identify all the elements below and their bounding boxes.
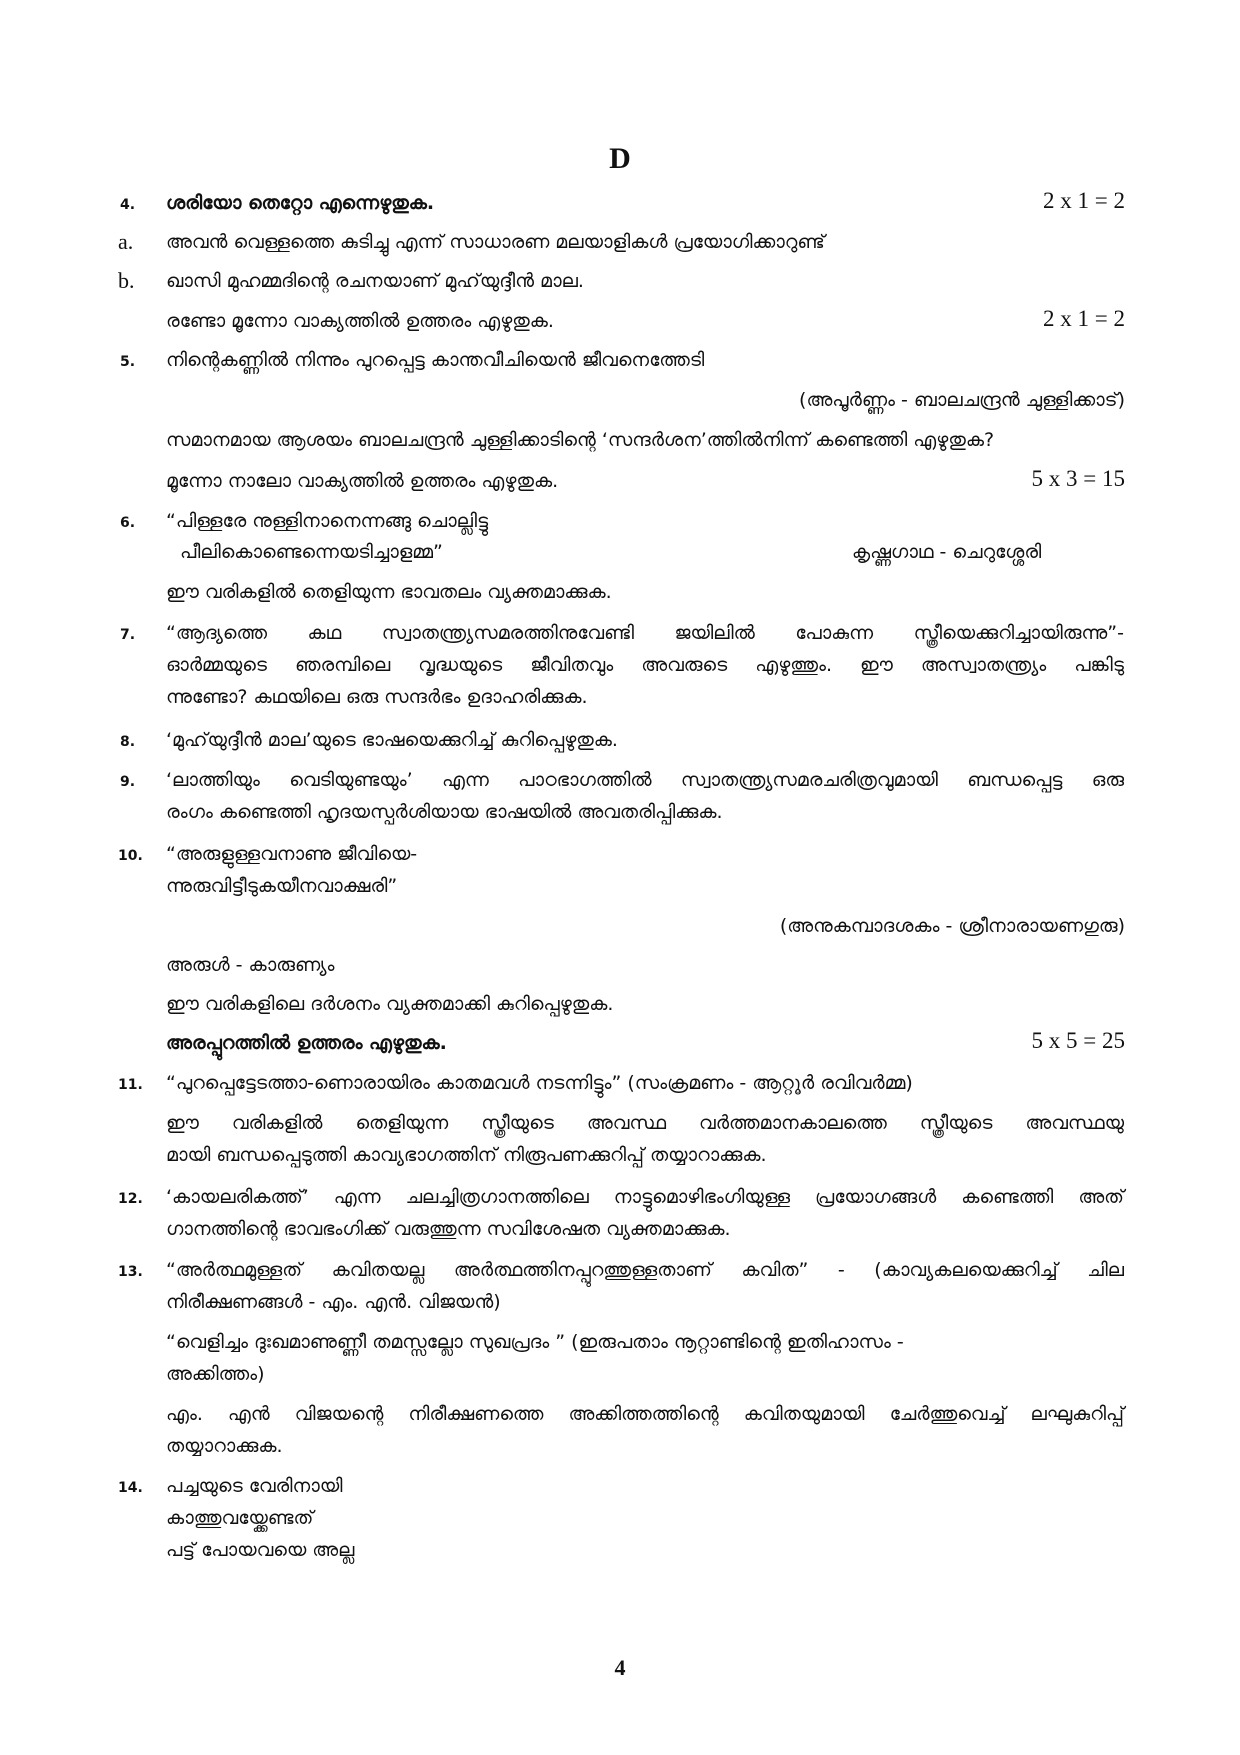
q14-line1: പച്ചയുടെ വേരിനായി (166, 1475, 343, 1497)
long-answer-instruction: അരപ്പുറത്തിൽ ഉത്തരം എഴുതുക. (166, 1032, 447, 1054)
short-answer-marks: 2 x 1 = 2 (1043, 306, 1125, 331)
q4-marks: 2 x 1 = 2 (1043, 188, 1125, 213)
question-number-8: 8. (120, 734, 136, 750)
question-number-4: 4. (120, 197, 136, 213)
question-number-6: 6. (120, 515, 136, 531)
q5-question: സമാനമായ ആശയം ബാലചന്ദ്രൻ ചുള്ളിക്കാടിന്റെ ‘സന്ദർശന’ത്തിൽനിന്ന് കണ്ടെത്തി എഴുതുക? (166, 429, 995, 451)
medium-answer-instruction: മൂന്നോ നാലോ വാക്യത്തിൽ ഉത്തരം എഴുതുക. (166, 470, 559, 492)
question-number-7: 7. (120, 627, 136, 643)
q10-quote-line1: “അരുളുള്ളവനാണു ജീവിയെ- (166, 843, 418, 865)
q6-quote-line1: “പിള്ളരേ നുള്ളിനാനെന്നങ്ങു ചൊല്ലിട്ടു (166, 510, 489, 532)
q13-line4: അക്കിത്തം) (166, 1363, 265, 1385)
question-number-11: 11. (118, 1077, 143, 1093)
question-number-5: 5. (120, 354, 136, 370)
q7-line2: ഓർമ്മയുടെ ഞരമ്പിലെ വൃദ്ധയുടെ ജീവിതവും അവരുടെ എഴുത്തും. ഈ അസ്വാതന്ത്ര്യം പങ്കിടു (166, 654, 1124, 676)
question-number-9: 9. (120, 774, 136, 790)
q4a-text: അവൻ വെള്ളത്തെ കുടിച്ചു എന്ന് സാധാരണ മലയാളികൾ പ്രയോഗിക്കാറുണ്ട് (166, 231, 825, 253)
q10-question: ഈ വരികളിലെ ദർശനം വ്യക്തമാക്കി കുറിപ്പെഴുതുക. (166, 993, 614, 1015)
q9-line2: രംഗം കണ്ടെത്തി ഹൃദയസ്പർശിയായ ഭാഷയിൽ അവതരിപ്പിക്കുക. (166, 801, 723, 823)
q8-text: ‘മുഹ്‌യുദ്ദീൻ മാല’യുടെ ഭാഷയെക്കുറിച്ച് കുറിപ്പെഴുതുക. (166, 729, 618, 751)
q4b-text: ഖാസി മുഹമ്മദിന്റെ രചനയാണ് മുഹ്‌യുദ്ദീൻ മാല. (166, 270, 584, 292)
q9-line1: ‘ലാത്തിയും വെടിയുണ്ടയും’ എന്ന പാഠഭാഗത്തിൽ സ്വാതന്ത്ര്യസമരചരിത്രവുമായി ബന്ധപ്പെട്ട ഒരു (166, 769, 1124, 791)
q10-gloss: അരുൾ - കാരുണ്യം (166, 954, 335, 976)
q6-quote-line2: പീലികൊണ്ടെന്നെയടിച്ചാളമ്മ” (180, 541, 443, 563)
question-number-12: 12. (118, 1191, 143, 1207)
q13-line2: നിരീക്ഷണങ്ങൾ - എം. എൻ. വിജയൻ) (166, 1291, 501, 1313)
question-number-14: 14. (118, 1480, 143, 1496)
q4-instruction: ശരിയോ തെറ്റോ എന്നെഴുതുക. (166, 192, 435, 214)
q13-line3: “വെളിച്ചം ദുഃഖമാണുണ്ണീ തമസ്സല്ലോ സുഖപ്രദം ” (ഇരുപതാം നൂറ്റാണ്ടിന്റെ ഇതിഹാസം - (166, 1331, 904, 1353)
q14-line3: പട്ട് പോയവയെ അല്ല (166, 1539, 355, 1561)
q6-source: കൃഷ്ണഗാഥ - ചെറുശ്ശേരി (852, 541, 1042, 563)
medium-answer-marks: 5 x 3 = 15 (1031, 466, 1125, 491)
section-letter: D (609, 142, 631, 175)
q11-line1: “പുറപ്പെട്ടേടത്താ-ണൊരായിരം കാതമവൾ നടന്നിട്ടും” (സംക്രമണം - ആറ്റൂർ രവിവർമ്മ) (166, 1072, 913, 1094)
q13-line6: തയ്യാറാക്കുക. (166, 1435, 283, 1457)
q14-line2: കാത്തുവയ്ക്കേണ്ടത് (166, 1507, 314, 1529)
q6-question: ഈ വരികളിൽ തെളിയുന്ന ഭാവതലം വ്യക്തമാക്കുക. (166, 581, 612, 603)
q11-line3: മായി ബന്ധപ്പെടുത്തി കാവ്യഭാഗത്തിന് നിരൂപണക്കുറിപ്പ് തയ്യാറാക്കുക. (166, 1144, 767, 1166)
q5-quote: നിന്റെകണ്ണിൽ നിന്നും പുറപ്പെട്ട കാന്തവീചിയെൻ ജീവനെത്തേടി (166, 349, 705, 371)
q5-source: (അപൂർണ്ണം - ബാലചന്ദ്രൻ ചുള്ളിക്കാട്) (799, 389, 1125, 411)
q7-line3: ന്നുണ്ടോ? കഥയിലെ ഒരു സന്ദർഭം ഉദാഹരിക്കുക. (166, 686, 588, 708)
short-answer-instruction: രണ്ടോ മൂന്നോ വാക്യത്തിൽ ഉത്തരം എഴുതുക. (166, 310, 554, 332)
question-number-13: 13. (118, 1264, 143, 1280)
q13-line5: എം. എൻ വിജയന്റെ നിരീക്ഷണത്തെ അക്കിത്തത്തിന്റെ കവിതയുമായി ചേർത്തുവെച്ച് ലഘുകുറിപ്പ് (166, 1403, 1124, 1425)
q4a-letter: a. (118, 229, 134, 254)
q12-line2: ഗാനത്തിന്റെ ഭാവഭംഗിക്ക് വരുത്തുന്ന സവിശേഷത വ്യക്തമാക്കുക. (166, 1218, 731, 1240)
question-number-10: 10. (118, 848, 143, 864)
q12-line1: ‘കായലരികത്ത്’ എന്ന ചലച്ചിത്രഗാനത്തിലെ നാട്ടുമൊഴിഭംഗിയുള്ള പ്രയോഗങ്ങൾ കണ്ടെത്തി അത് (166, 1186, 1124, 1208)
q7-line1: “ആദ്യത്തെ കഥ സ്വാതന്ത്ര്യസമരത്തിനുവേണ്ടി ജയിലിൽ പോകുന്ന സ്ത്രീയെക്കുറിച്ചായിരുന്നു”- (166, 622, 1124, 644)
page-number: 4 (614, 1655, 626, 1680)
q10-source: (അനുകമ്പാദശകം - ശ്രീനാരായണഗുരു) (779, 915, 1125, 937)
q10-quote-line2: ന്നുരുവിട്ടീടുകയീനവാക്ഷരി” (166, 875, 398, 897)
long-answer-marks: 5 x 5 = 25 (1031, 1028, 1125, 1053)
q4b-letter: b. (118, 268, 135, 293)
q13-line1: “അർത്ഥമുള്ളത് കവിതയല്ല അർത്ഥത്തിനപ്പുറത്തുള്ളതാണ് കവിത” - (കാവ്യകലയെക്കുറിച്ച് ചില (166, 1259, 1124, 1281)
q11-line2: ഈ വരികളിൽ തെളിയുന്ന സ്ത്രീയുടെ അവസ്ഥ വർത്തമാനകാലത്തെ സ്ത്രീയുടെ അവസ്ഥയു (166, 1112, 1124, 1134)
